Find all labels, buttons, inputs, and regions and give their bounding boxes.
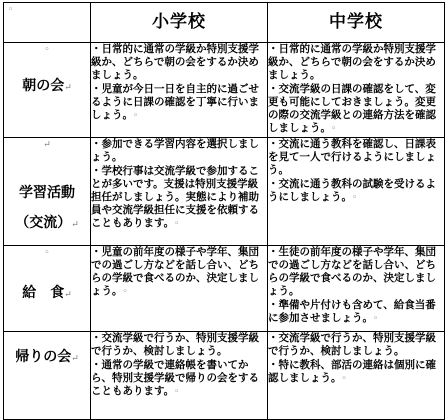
cell-end-mark: ◦ (352, 193, 358, 203)
bullet-item: ・準備や片付けも含めて、給食当番に参加させましょう。◦ (268, 299, 436, 324)
row-header-mark: ◦ (44, 45, 50, 55)
bullet-item: ・通常の学級で連絡帳を書いてから、特別支援学級で帰りの会をすることもあります。◦ (91, 359, 259, 397)
junior-high-cell (268, 138, 445, 246)
row-header-mark: ◦ (44, 248, 50, 258)
elementary-cell (91, 138, 268, 246)
row-header (4, 332, 91, 420)
bullet-item: ・交流学級で行うか、特別支援学級で行うか、検討しましょう。 (91, 332, 259, 357)
bullet-item: ・学校行事は交流学級で参加することが多いです。支援は特別支援学級担任がしましょう。実態により補助員や交流学級担任に支援を依頼することもあります。◦ (91, 165, 259, 229)
cell-end-mark: ◦ (341, 374, 347, 384)
row-header-mark: ↵ (43, 140, 51, 150)
comparison-table (3, 2, 445, 420)
column-header-elementary: 小学校 (91, 3, 268, 43)
table-row (4, 138, 445, 246)
bullet-item: ・日常的に通常の学級か特別支援学級か、どちらで朝の会をするか決めましょう。 (91, 43, 259, 81)
paragraph-mark: ↵ (71, 354, 79, 364)
paragraph-mark: ↵ (64, 83, 72, 93)
row-header-label: 給 食↵ (22, 285, 72, 301)
row-header-label: 朝の会↵ (22, 78, 72, 94)
cell-end-mark: ◦ (133, 111, 139, 121)
corner-cell (4, 3, 91, 43)
bullet-item: ・特に教科、部活の連絡は個別に確認しましょう。◦ (268, 359, 436, 384)
column-header-junior-high: 中学校 (268, 3, 445, 43)
elementary-cell (91, 43, 268, 138)
table-row (4, 246, 445, 332)
cell-end-mark: ◦ (122, 287, 128, 297)
bullet-item: ・児童が今日一日を自主的に過ごせるように日課の確認を丁寧に行いましょう。◦ (91, 83, 259, 121)
bullet-item: ・交流に通う教科の試験を受けるようにしましょう。◦ (268, 178, 436, 203)
bullet-item: ・日常的に通常の学級か特別支援学級か、どちらで朝の会をするか決めましょう。 (268, 43, 436, 81)
row-header-label: （交流）↵ (15, 215, 79, 231)
row-header-label: 帰りの会↵ (15, 349, 79, 365)
row-header-label: 学習活動 (19, 185, 75, 201)
bullet-item: ・交流に通う教科を確認し、日課表を見て一人で行けるようにしましょう。 (268, 138, 436, 176)
cell-end-mark: ◦ (373, 314, 379, 324)
junior-high-cell (268, 43, 445, 138)
table-row (4, 43, 445, 138)
row-header (4, 138, 91, 246)
bullet-item: ・生徒の前年度の様子や学年、集団での過ごし方などを話し合い、どちらの学級で食べるのか、決定しましょう。 (268, 246, 436, 297)
row-header (4, 246, 91, 332)
junior-high-cell (268, 332, 445, 420)
bullet-item: ・交流学級で行うか、特別支援学級で行うか、検討しましょう。 (268, 332, 436, 357)
paragraph-mark: ↵ (64, 290, 72, 300)
cell-end-mark: ◦ (331, 124, 337, 134)
elementary-cell (91, 246, 268, 332)
cell-end-mark: ◦ (174, 387, 180, 397)
header-row (4, 3, 445, 43)
corner-mark: ◦ (8, 5, 14, 15)
junior-high-cell (268, 246, 445, 332)
row-header (4, 43, 91, 138)
table-row (4, 332, 445, 420)
bullet-item: ・児童の前年度の様子や学年、集団での過ごし方などを話し合い、どちらの学級で食べるのか、決定しましょう。◦ (91, 246, 259, 297)
bullet-item: ・参加できる学習内容を選択しましょう。 (91, 138, 259, 163)
cell-end-mark: ◦ (174, 219, 180, 229)
bullet-item: ・交流学級の日課の確認をして、変更も可能にしておきましょう。変更の際の交流学級との連絡方法を確認しましょう。◦ (268, 83, 436, 134)
paragraph-mark: ↵ (71, 220, 79, 230)
elementary-cell (91, 332, 268, 420)
